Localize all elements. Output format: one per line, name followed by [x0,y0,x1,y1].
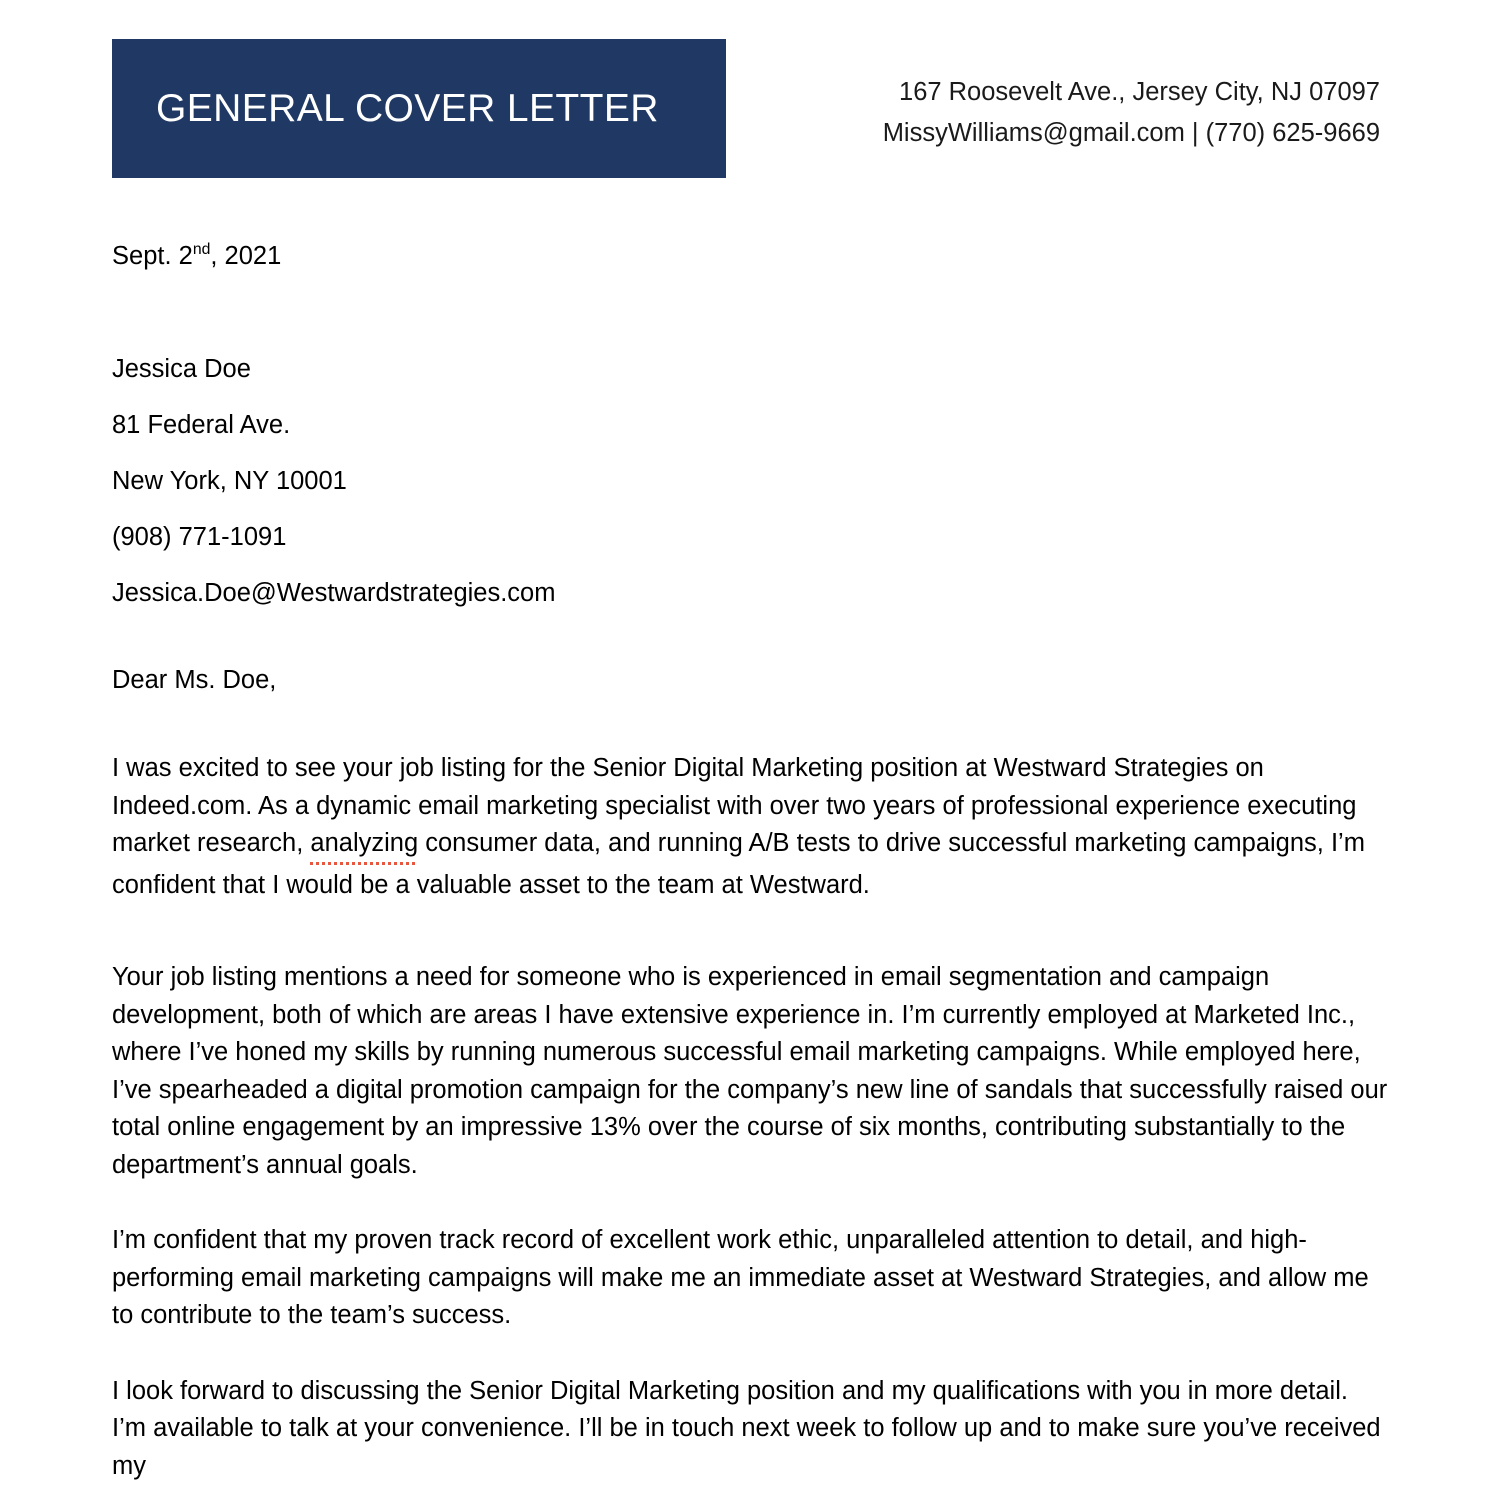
sender-email-phone: MissyWilliams@gmail.com | (770) 625-9669 [883,113,1380,154]
recipient-name: Jessica Doe [112,341,1388,397]
misspelled-word[interactable]: analyzing [310,825,418,867]
date-year: , 2021 [210,242,281,270]
title-banner [112,39,726,178]
letter-body [112,178,1388,1485]
paragraph-1-text-before: I was excited to see your job listing for the Senior Digital Marketing position at Westward Strategies on Indeed.com. As a dynamic email marketing specialist with over two years of professional experience executing market research, [112,754,1356,857]
recipient-city-state-zip: New York, NY 10001 [112,453,1388,509]
paragraph-1-text-after: consumer data, and running A/B tests to drive successful marketing campaigns, I’m confident that I would be a valuable asset to the team at Westward. [112,829,1365,899]
recipient-email: Jessica.Doe@Westwardstrategies.com [112,565,1388,621]
recipient-street: 81 Federal Ave. [112,397,1388,453]
letter-date [112,241,1388,271]
page-title: GENERAL COVER LETTER [112,89,659,128]
recipient-phone: (908) 771-1091 [112,509,1388,565]
date-prefix: Sept. 2 [112,242,193,270]
recipient-address-block [112,341,1388,621]
date-ordinal-suffix: nd [193,241,211,258]
body-paragraph-1 [112,750,1388,904]
salutation: Dear Ms. Doe, [112,665,1388,695]
sender-address: 167 Roosevelt Ave., Jersey City, NJ 07097 [883,72,1380,113]
letter-header [0,0,1492,178]
sender-contact-block [883,72,1380,154]
body-paragraph-4: I look forward to discussing the Senior Digital Marketing position and my qualifications with you in more detail. I’m available to talk at your convenience. I’ll be in touch next week to follow up and to make sure you’ve received my [112,1373,1388,1485]
body-paragraph-2: Your job listing mentions a need for someone who is experienced in email segmentation and campaign development, both of which are areas I have extensive experience in. I’m currently employed at Marketed Inc., where I’ve honed my skills by running numerous successful email marketing campaigns. While employed here, I’ve spearheaded a digital promotion campaign for the company’s new line of sandals that successfully raised our total online engagement by an impressive 13% over the course of six months, contributing substantially to the department’s annual goals. [112,959,1388,1184]
body-paragraph-3: I’m confident that my proven track record of excellent work ethic, unparalleled attention to detail, and high-performing email marketing campaigns will make me an immediate asset at Westward Strategies, and allow me to contribute to the team’s success. [112,1222,1388,1335]
